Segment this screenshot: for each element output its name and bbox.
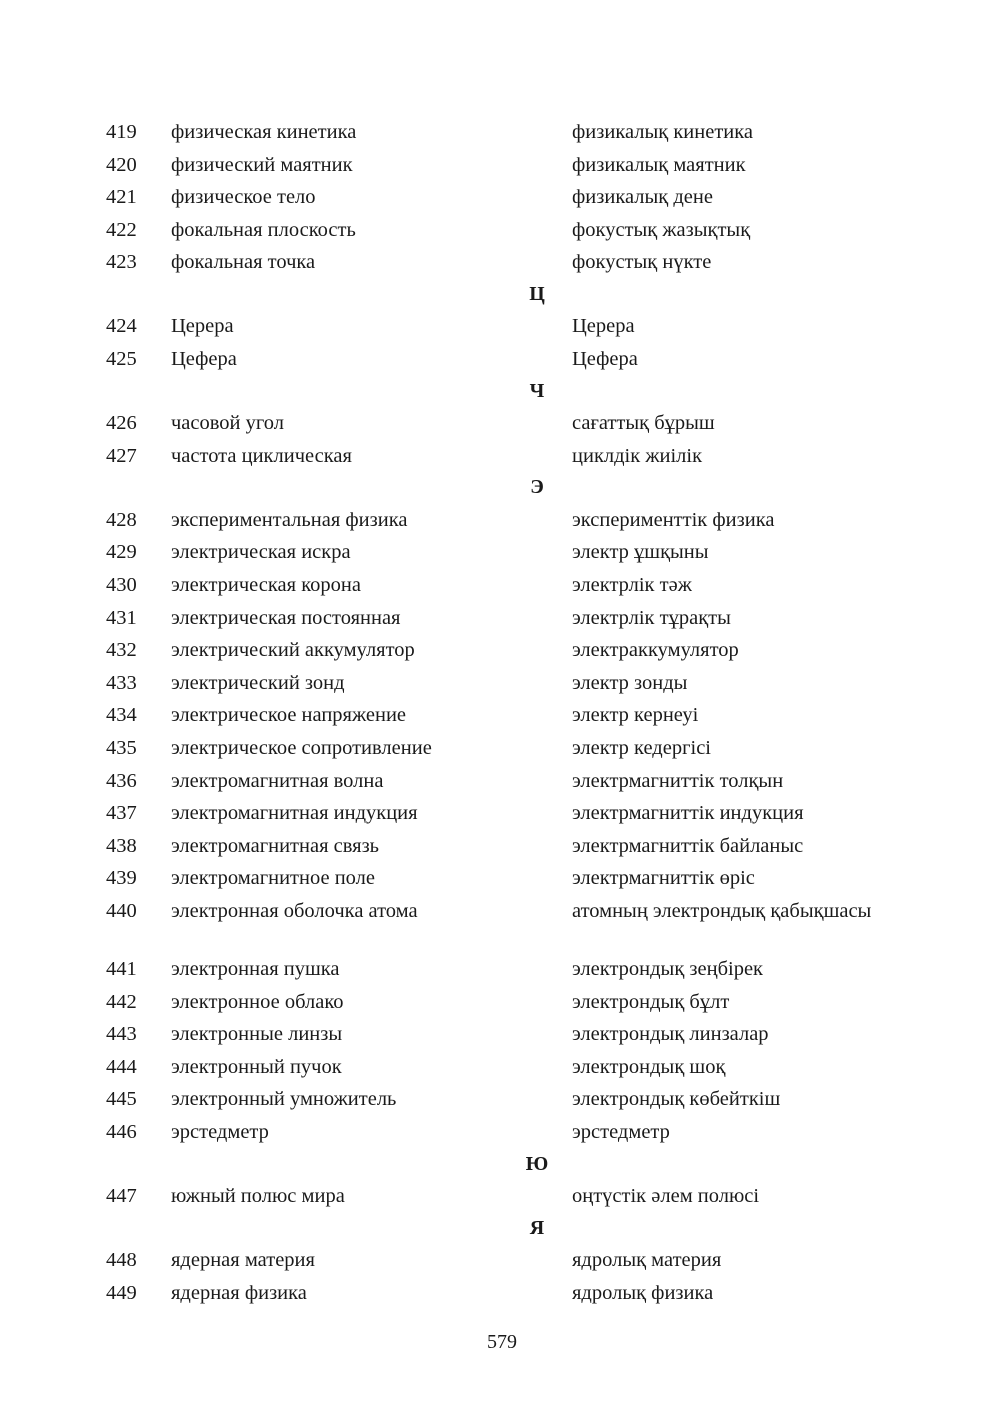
glossary-entry xyxy=(0,440,1004,473)
entry-number: 449 xyxy=(106,1281,137,1304)
kazakh-term: электрондық линзалар xyxy=(572,1023,769,1046)
kazakh-term: электрмагниттік өріс xyxy=(572,867,755,890)
entry-number: 441 xyxy=(106,957,137,980)
entry-number: 444 xyxy=(106,1055,137,1078)
kazakh-term: фокустық нүкте xyxy=(572,251,712,274)
kazakh-term: электрмагниттік байланыс xyxy=(572,834,804,857)
glossary-entry xyxy=(0,1277,1004,1310)
russian-term: Церера xyxy=(171,315,234,338)
entry-number: 435 xyxy=(106,737,137,759)
entry-number: 437 xyxy=(106,802,137,825)
kazakh-term: атомның электрондық қабықшасы xyxy=(572,899,872,922)
section-letter: Я xyxy=(529,1216,545,1239)
russian-term: электрическая постоянная xyxy=(171,606,401,629)
kazakh-term: эксперименттік физика xyxy=(572,508,775,531)
russian-term: электронная пушка xyxy=(171,957,340,980)
entry-number: 433 xyxy=(106,671,137,694)
russian-term: эрстедметр xyxy=(171,1120,269,1143)
kazakh-term: ядролық материя xyxy=(572,1249,722,1272)
entry-number: 427 xyxy=(106,444,137,467)
entry-number: 440 xyxy=(106,899,137,922)
kazakh-term: электраккумулятор xyxy=(572,639,739,662)
kazakh-term: электрлік тәж xyxy=(572,574,692,597)
kazakh-term: электрмагниттік индукция xyxy=(572,802,804,825)
entry-number: 445 xyxy=(106,1088,137,1111)
section-letter: Э xyxy=(530,476,544,499)
russian-term: ядерная материя xyxy=(171,1249,315,1272)
glossary-entry xyxy=(0,343,1004,376)
kazakh-term: циклдік жиілік xyxy=(572,444,703,467)
section-letter: Ю xyxy=(525,1152,549,1175)
glossary-entry xyxy=(0,1018,1004,1051)
section-letter: Ц xyxy=(529,282,545,305)
russian-term: ядерная физика xyxy=(171,1281,307,1304)
russian-term: электронные линзы xyxy=(171,1023,343,1046)
glossary-entry xyxy=(0,986,1004,1019)
russian-term: электромагнитная связь xyxy=(171,834,380,857)
russian-term: физический маятник xyxy=(171,153,353,176)
glossary-entry xyxy=(0,1180,1004,1213)
entry-number: 428 xyxy=(106,508,137,531)
entry-number: 434 xyxy=(106,704,137,727)
glossary-entry xyxy=(0,181,1004,214)
section-letter: Ч xyxy=(529,379,545,402)
glossary-list xyxy=(0,116,1004,1309)
kazakh-term: физикалық кинетика xyxy=(572,121,754,143)
entry-number: 421 xyxy=(106,186,137,209)
glossary-entry xyxy=(0,732,1004,765)
glossary-entry xyxy=(0,634,1004,667)
glossary-entry xyxy=(0,246,1004,279)
russian-term: электромагнитная волна xyxy=(171,769,384,792)
russian-term: физическое тело xyxy=(171,186,316,209)
glossary-entry xyxy=(0,149,1004,182)
kazakh-term: электрмагниттік толқын xyxy=(572,769,784,792)
kazakh-term: электрондық шоқ xyxy=(572,1055,726,1078)
entry-number: 420 xyxy=(106,153,137,176)
russian-term: электронный умножитель xyxy=(171,1088,397,1111)
russian-term: южный полюс мира xyxy=(171,1185,345,1208)
russian-term: электронная оболочка атома xyxy=(171,899,418,922)
russian-term: электромагнитное поле xyxy=(171,867,375,890)
glossary-entry xyxy=(0,569,1004,602)
kazakh-term: Церера xyxy=(572,315,635,338)
russian-term: электронное облако xyxy=(171,990,344,1013)
kazakh-term: физикалық маятник xyxy=(572,153,746,176)
entry-number: 426 xyxy=(106,412,137,435)
glossary-entry xyxy=(0,1051,1004,1084)
russian-term: Цефера xyxy=(171,348,237,371)
entry-number: 419 xyxy=(106,121,137,143)
entry-number: 422 xyxy=(106,218,137,241)
kazakh-term: Цефера xyxy=(572,348,638,371)
russian-term: электромагнитная индукция xyxy=(171,802,418,825)
glossary-entry xyxy=(0,1116,1004,1149)
kazakh-term: электр ұшқыны xyxy=(572,541,709,564)
russian-term: часовой угол xyxy=(171,412,285,435)
entry-number: 438 xyxy=(106,834,137,857)
entry-number: 429 xyxy=(106,541,137,564)
kazakh-term: ядролық физика xyxy=(572,1281,714,1304)
page-number: 579 xyxy=(487,1331,517,1353)
entry-number: 442 xyxy=(106,990,137,1013)
entry-number: 448 xyxy=(106,1249,137,1272)
russian-term: электрическая искра xyxy=(171,541,351,564)
kazakh-term: электрондық бұлт xyxy=(572,990,730,1013)
russian-term: фокальная плоскость xyxy=(171,218,356,241)
entry-number: 436 xyxy=(106,769,137,792)
entry-number: 447 xyxy=(106,1185,137,1208)
russian-term: фокальная точка xyxy=(171,251,316,274)
glossary-entry xyxy=(0,310,1004,343)
entry-number: 443 xyxy=(106,1023,137,1046)
glossary-entry xyxy=(0,765,1004,798)
glossary-entry xyxy=(0,504,1004,537)
glossary-entry xyxy=(0,830,1004,863)
kazakh-term: электр кедергісі xyxy=(572,737,711,759)
glossary-entry xyxy=(0,407,1004,440)
kazakh-term: электр зонды xyxy=(572,671,688,694)
glossary-entry xyxy=(0,214,1004,247)
entry-number: 424 xyxy=(106,315,137,338)
kazakh-term: электрлік тұрақты xyxy=(572,606,731,629)
glossary-entry xyxy=(0,797,1004,830)
entry-number: 439 xyxy=(106,867,137,890)
entry-number: 432 xyxy=(106,639,137,662)
kazakh-term: физикалық дене xyxy=(572,186,713,209)
glossary-entry xyxy=(0,116,1004,149)
entry-number: 431 xyxy=(106,606,137,629)
glossary-entry xyxy=(0,895,1004,953)
entry-number: 430 xyxy=(106,574,137,597)
glossary-entry xyxy=(0,1083,1004,1116)
russian-term: электрический аккумулятор xyxy=(171,639,415,662)
russian-term: электронный пучок xyxy=(171,1055,342,1078)
russian-term: физическая кинетика xyxy=(171,121,357,143)
glossary-entry xyxy=(0,862,1004,895)
kazakh-term: оңтүстік әлем полюсі xyxy=(572,1185,760,1208)
russian-term: электрическое сопротивление xyxy=(171,737,432,759)
glossary-entry xyxy=(0,667,1004,700)
kazakh-term: фокустық жазықтық xyxy=(572,218,751,241)
kazakh-term: электрондық көбейткіш xyxy=(572,1088,781,1111)
russian-term: электрическое напряжение xyxy=(171,704,407,727)
glossary-entry xyxy=(0,1244,1004,1277)
russian-term: частота циклическая xyxy=(171,444,352,467)
glossary-entry xyxy=(0,699,1004,732)
entry-number: 446 xyxy=(106,1120,137,1143)
russian-term: электрический зонд xyxy=(171,671,345,694)
kazakh-term: эрстедметр xyxy=(572,1120,670,1143)
glossary-entry xyxy=(0,602,1004,635)
kazakh-term: электр кернеуі xyxy=(572,704,699,727)
russian-term: экспериментальная физика xyxy=(171,508,408,531)
glossary-entry xyxy=(0,536,1004,569)
entry-number: 423 xyxy=(106,251,137,274)
kazakh-term: сағаттық бұрыш xyxy=(572,412,715,435)
kazakh-term: электрондық зеңбірек xyxy=(572,957,764,980)
russian-term: электрическая корона xyxy=(171,574,361,597)
entry-number: 425 xyxy=(106,348,137,371)
glossary-entry xyxy=(0,953,1004,986)
